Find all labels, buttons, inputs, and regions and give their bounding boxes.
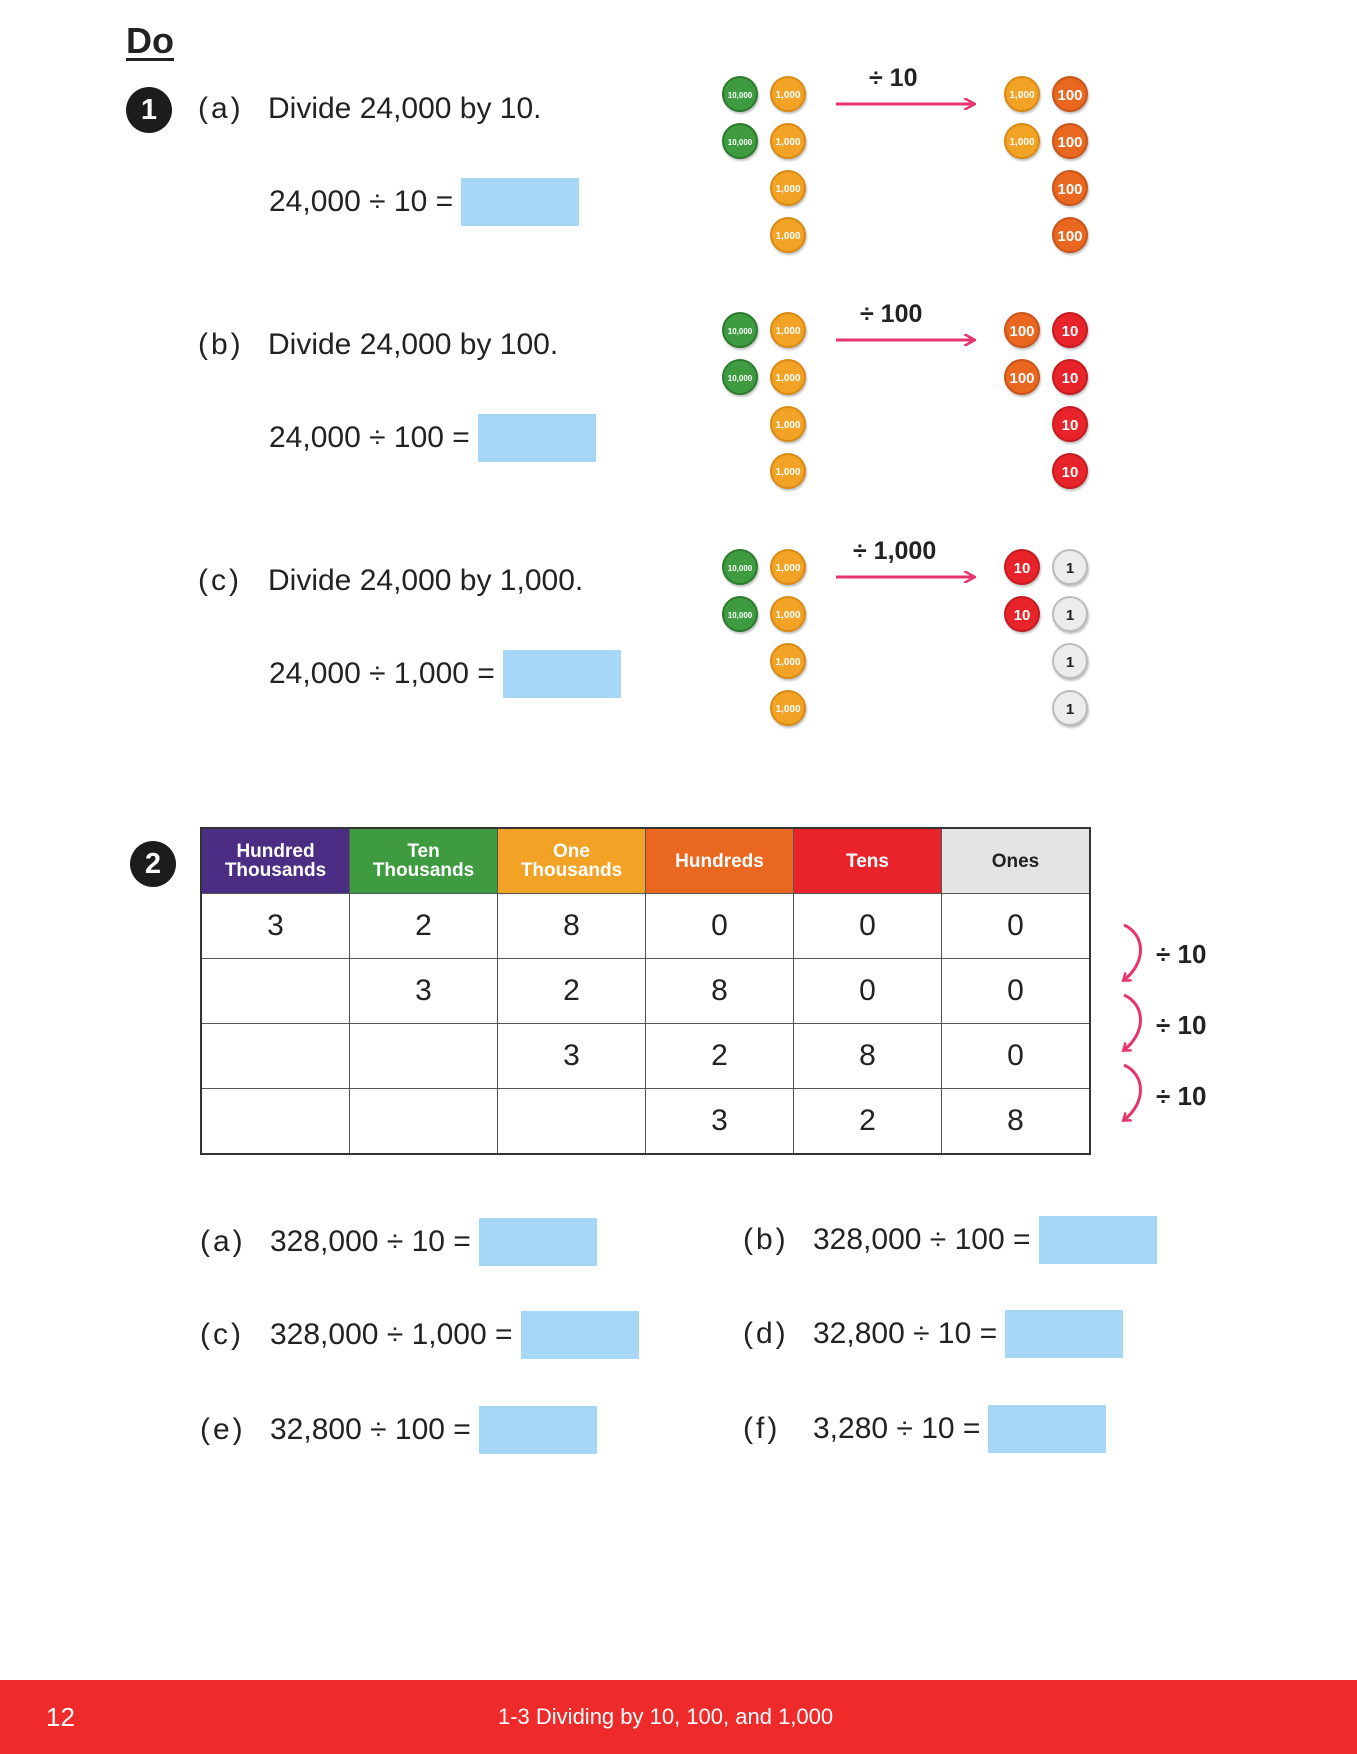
table-cell: 0 bbox=[942, 894, 1091, 959]
place-value-coin: 10 bbox=[1004, 549, 1040, 585]
q2d-exercise bbox=[743, 1310, 1123, 1358]
table-row bbox=[201, 1024, 1090, 1089]
place-value-coin: 100 bbox=[1004, 312, 1040, 348]
place-value-coin: 1,000 bbox=[770, 359, 806, 395]
step-label-3: ÷ 10 bbox=[1156, 1081, 1207, 1111]
q2a-exercise bbox=[200, 1218, 597, 1266]
place-value-coin: 10,000 bbox=[722, 123, 758, 159]
place-value-coin: 1,000 bbox=[770, 312, 806, 348]
table-cell: 8 bbox=[646, 959, 794, 1024]
table-cell: 0 bbox=[794, 894, 942, 959]
header-ten-thousands: Ten Thousands bbox=[350, 828, 498, 894]
q1a-equation-text: 24,000 ÷ 10 = bbox=[269, 185, 454, 218]
place-value-coin: 10,000 bbox=[722, 596, 758, 632]
place-value-coin: 10,000 bbox=[722, 76, 758, 112]
question-2-number: 2 bbox=[130, 841, 176, 887]
place-value-coin: 1,000 bbox=[770, 123, 806, 159]
header-hundreds: Hundreds bbox=[646, 828, 794, 894]
step-label-2: ÷ 10 bbox=[1156, 1010, 1207, 1040]
table-cell bbox=[201, 1089, 350, 1155]
q1b-instruction bbox=[198, 328, 558, 362]
q2f-equation: 3,280 ÷ 10 = bbox=[813, 1412, 981, 1445]
place-value-coin: 10,000 bbox=[722, 359, 758, 395]
place-value-coin: 10 bbox=[1052, 359, 1088, 395]
q2e-letter: (e) bbox=[200, 1413, 246, 1446]
place-value-coin: 1,000 bbox=[770, 643, 806, 679]
place-value-coin: 100 bbox=[1052, 170, 1088, 206]
page-number: 12 bbox=[46, 1702, 75, 1732]
q1c-letter: (c) bbox=[198, 564, 242, 597]
place-value-coin: 1,000 bbox=[770, 453, 806, 489]
table-cell bbox=[350, 1089, 498, 1155]
step-label-1: ÷ 10 bbox=[1156, 939, 1207, 969]
q1a-instruction bbox=[198, 92, 542, 126]
header-hundred-thousands: Hundred Thousands bbox=[201, 828, 350, 894]
table-cell: 2 bbox=[350, 894, 498, 959]
step-arrow-3 bbox=[1124, 1065, 1141, 1120]
table-cell bbox=[498, 1089, 646, 1155]
q2b-exercise bbox=[743, 1216, 1157, 1264]
q1b-equation-text: 24,000 ÷ 100 = bbox=[269, 421, 470, 454]
table-cell: 2 bbox=[498, 959, 646, 1024]
table-cell: 2 bbox=[794, 1089, 942, 1155]
q1c-equation bbox=[269, 650, 621, 698]
place-value-coin: 10 bbox=[1052, 406, 1088, 442]
q1b-equation bbox=[269, 414, 596, 462]
table-cell: 8 bbox=[498, 894, 646, 959]
place-value-coin: 1,000 bbox=[770, 596, 806, 632]
q2f-answer-box[interactable] bbox=[988, 1405, 1106, 1453]
place-value-coin: 1 bbox=[1052, 643, 1088, 679]
table-cell: 3 bbox=[498, 1024, 646, 1089]
q2c-exercise bbox=[200, 1311, 639, 1359]
place-value-coin: 1,000 bbox=[770, 549, 806, 585]
q1b-letter: (b) bbox=[198, 328, 244, 361]
q2f-letter: (f) bbox=[743, 1412, 781, 1445]
q2b-letter: (b) bbox=[743, 1223, 789, 1256]
place-value-coin: 100 bbox=[1052, 123, 1088, 159]
header-tens: Tens bbox=[794, 828, 942, 894]
step-arrow-2 bbox=[1124, 995, 1141, 1050]
q1b-answer-box[interactable] bbox=[478, 414, 596, 462]
q1-arrows bbox=[820, 60, 1000, 620]
q2d-letter: (d) bbox=[743, 1317, 789, 1350]
q1c-instruction bbox=[198, 564, 583, 598]
place-value-coin: 10,000 bbox=[722, 312, 758, 348]
q2d-answer-box[interactable] bbox=[1005, 1310, 1123, 1358]
q2a-answer-box[interactable] bbox=[479, 1218, 597, 1266]
place-value-coin: 1 bbox=[1052, 596, 1088, 632]
q2e-answer-box[interactable] bbox=[479, 1406, 597, 1454]
step-arrow-1 bbox=[1124, 925, 1141, 980]
q1b-text: Divide 24,000 by 100. bbox=[268, 328, 559, 361]
q2d-equation: 32,800 ÷ 10 = bbox=[813, 1317, 998, 1350]
q2e-exercise bbox=[200, 1406, 597, 1454]
question-1-number: 1 bbox=[126, 87, 172, 133]
q2c-answer-box[interactable] bbox=[521, 1311, 639, 1359]
q2a-letter: (a) bbox=[200, 1225, 246, 1258]
table-row bbox=[201, 1089, 1090, 1155]
q1c-text: Divide 24,000 by 1,000. bbox=[268, 564, 584, 597]
q1c-arrow-label: ÷ 1,000 bbox=[853, 537, 937, 565]
q1a-letter: (a) bbox=[198, 92, 244, 125]
place-value-coin: 1,000 bbox=[770, 406, 806, 442]
table-row bbox=[201, 959, 1090, 1024]
table-cell: 8 bbox=[942, 1089, 1091, 1155]
place-value-coin: 1,000 bbox=[1004, 123, 1040, 159]
q2b-equation: 328,000 ÷ 100 = bbox=[813, 1223, 1031, 1256]
table-cell: 3 bbox=[201, 894, 350, 959]
place-value-coin: 10,000 bbox=[722, 549, 758, 585]
section-heading: Do bbox=[126, 20, 174, 61]
place-value-coin: 100 bbox=[1052, 217, 1088, 253]
place-value-coin: 10 bbox=[1004, 596, 1040, 632]
q1a-equation bbox=[269, 178, 579, 226]
table-cell: 2 bbox=[646, 1024, 794, 1089]
q2f-exercise bbox=[743, 1405, 1106, 1453]
place-value-coin: 10 bbox=[1052, 312, 1088, 348]
table-cell: 0 bbox=[942, 1024, 1091, 1089]
table-cell bbox=[201, 1024, 350, 1089]
footer-title: 1-3 Dividing by 10, 100, and 1,000 bbox=[498, 1704, 834, 1729]
q1a-arrow-label: ÷ 10 bbox=[869, 64, 918, 92]
q2c-letter: (c) bbox=[200, 1318, 244, 1351]
table-cell: 0 bbox=[794, 959, 942, 1024]
place-value-coin: 100 bbox=[1004, 359, 1040, 395]
q2a-equation: 328,000 ÷ 10 = bbox=[270, 1225, 471, 1258]
table-cell: 3 bbox=[646, 1089, 794, 1155]
header-ones: Ones bbox=[942, 828, 1091, 894]
place-value-coin: 1,000 bbox=[770, 690, 806, 726]
table-cell: 0 bbox=[646, 894, 794, 959]
place-value-coin: 1,000 bbox=[770, 76, 806, 112]
table-cell: 0 bbox=[942, 959, 1091, 1024]
table-cell bbox=[350, 1024, 498, 1089]
q2c-equation: 328,000 ÷ 1,000 = bbox=[270, 1318, 513, 1351]
q1c-equation-text: 24,000 ÷ 1,000 = bbox=[269, 657, 495, 690]
place-value-coin: 10 bbox=[1052, 453, 1088, 489]
table-cell: 8 bbox=[794, 1024, 942, 1089]
table-cell bbox=[201, 959, 350, 1024]
place-value-coin: 1 bbox=[1052, 549, 1088, 585]
place-value-coin: 1,000 bbox=[770, 217, 806, 253]
place-value-table bbox=[200, 827, 1091, 1155]
table-header-row bbox=[201, 828, 1090, 894]
place-value-coin: 1 bbox=[1052, 690, 1088, 726]
q2e-equation: 32,800 ÷ 100 = bbox=[270, 1413, 471, 1446]
q1a-text: Divide 24,000 by 10. bbox=[268, 92, 542, 125]
place-value-coin: 100 bbox=[1052, 76, 1088, 112]
q1a-answer-box[interactable] bbox=[461, 178, 579, 226]
header-one-thousands: One Thousands bbox=[498, 828, 646, 894]
place-value-coin: 1,000 bbox=[1004, 76, 1040, 112]
q1c-answer-box[interactable] bbox=[503, 650, 621, 698]
table-row bbox=[201, 894, 1090, 959]
q1b-arrow-label: ÷ 100 bbox=[860, 300, 923, 328]
place-value-coin: 1,000 bbox=[770, 170, 806, 206]
table-cell: 3 bbox=[350, 959, 498, 1024]
q2b-answer-box[interactable] bbox=[1039, 1216, 1157, 1264]
